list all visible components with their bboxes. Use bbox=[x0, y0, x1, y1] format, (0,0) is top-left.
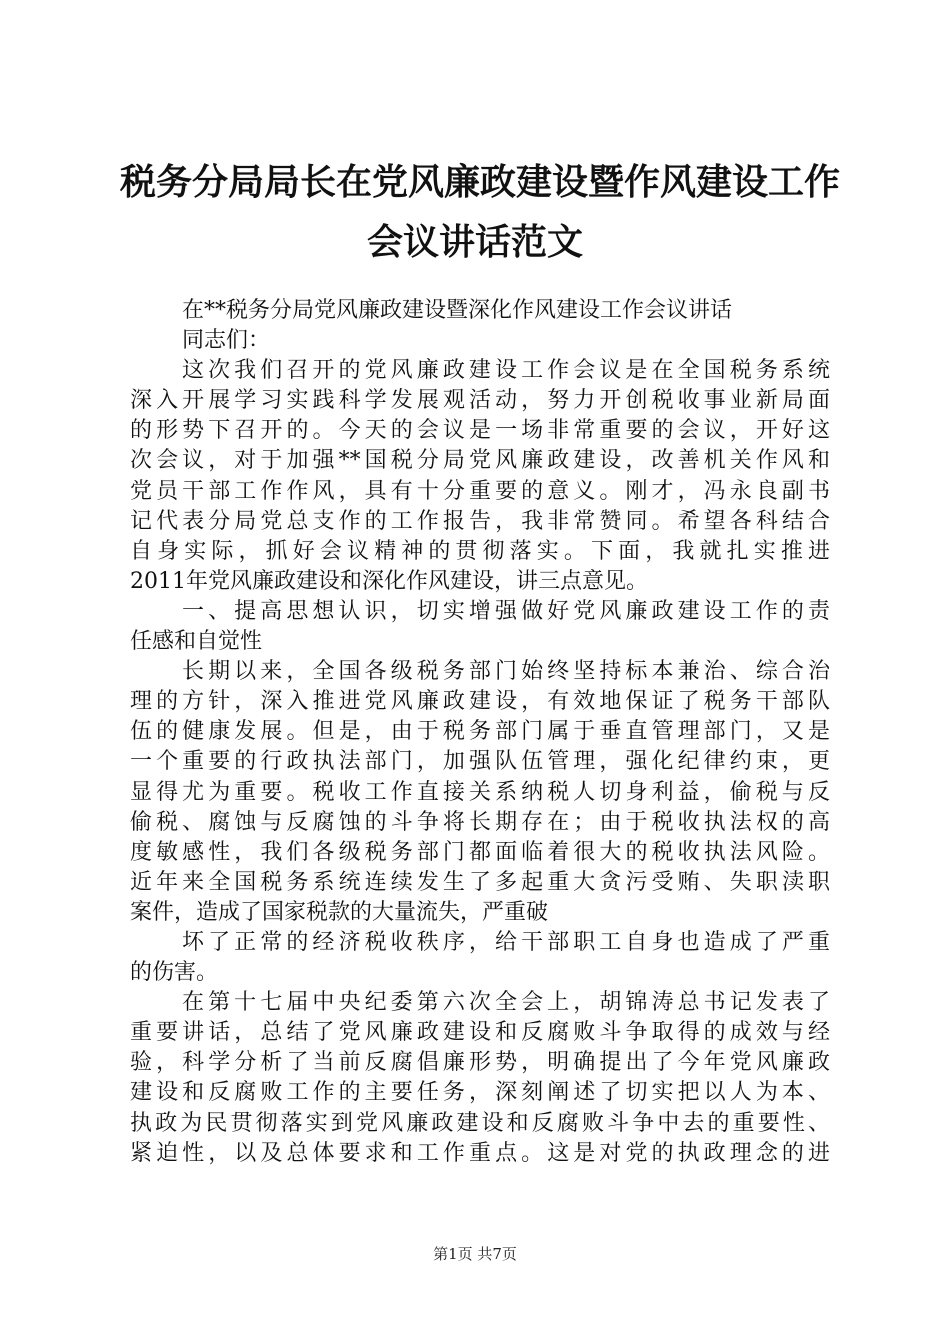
body-text-line: 任感和自觉性 bbox=[130, 629, 263, 655]
document-title-line-1: 税务分局局长在党风廉政建设暨作风建设工作 bbox=[120, 161, 841, 203]
body-text-line: 建设和反腐败工作的主要任务，深刻阐述了切实把以人为本、 bbox=[130, 1080, 830, 1106]
body-text-line: 次会议，对于加强**国税分局党风廉政建设，改善机关作风和 bbox=[130, 448, 830, 474]
body-text-line: 同志们： bbox=[182, 328, 271, 354]
body-text-line: 党员干部工作作风，具有十分重要的意义。刚才，冯永良副书 bbox=[130, 478, 830, 504]
body-text-line: 长期以来，全国各级税务部门始终坚持标本兼治、综合治 bbox=[182, 659, 830, 685]
body-text-line: 记代表分局党总支作的工作报告，我非常赞同。希望各科结合 bbox=[130, 508, 830, 534]
body-text-line: 一、提高思想认识，切实增强做好党风廉政建设工作的责 bbox=[182, 598, 830, 624]
body-text-line: 重要讲话，总结了党风廉政建设和反腐败斗争取得的成效与经 bbox=[130, 1020, 830, 1046]
body-text-line: 在**税务分局党风廉政建设暨深化作风建设工作会议讲话 bbox=[182, 298, 733, 323]
body-text-line: 深入开展学习实践科学发展观活动，努力开创税收事业新局面 bbox=[130, 388, 830, 414]
body-text-line: 坏了正常的经济税收秩序，给干部职工自身也造成了严重 bbox=[182, 929, 830, 955]
page-footer: 第1页 共7页 bbox=[433, 1245, 517, 1263]
body-text-line: 这次我们召开的党风廉政建设工作会议是在全国税务系统 bbox=[182, 358, 830, 384]
body-text-line: 自身实际，抓好会议精神的贯彻落实。下面，我就扎实推进 bbox=[130, 538, 830, 564]
body-text-line: 伍的健康发展。但是，由于税务部门属于垂直管理部门，又是 bbox=[130, 719, 830, 745]
body-text-line: 2011年党风廉政建设和深化作风建设，讲三点意见。 bbox=[130, 568, 648, 594]
body-text-line: 的伤害。 bbox=[130, 960, 219, 986]
body-text-line: 执政为民贯彻落实到党风廉政建设和反腐败斗争中去的重要性、 bbox=[130, 1110, 830, 1136]
body-text-line: 近年来全国税务系统连续发生了多起重大贪污受贿、失职渎职 bbox=[130, 869, 830, 895]
body-text-line: 度敏感性，我们各级税务部门都面临着很大的税收执法风险。 bbox=[130, 839, 830, 865]
document-body bbox=[130, 296, 830, 1169]
document-title-line-2: 会议讲话范文 bbox=[366, 221, 583, 263]
body-text-line: 在第十七届中央纪委第六次全会上，胡锦涛总书记发表了 bbox=[182, 990, 830, 1016]
body-text-line: 紧迫性，以及总体要求和工作重点。这是对党的执政理念的进 bbox=[130, 1140, 830, 1166]
body-text-line: 偷税、腐蚀与反腐蚀的斗争将长期存在；由于税收执法权的高 bbox=[130, 809, 830, 835]
body-text-line: 理的方针，深入推进党风廉政建设，有效地保证了税务干部队 bbox=[130, 689, 830, 715]
body-text-line: 一个重要的行政执法部门，加强队伍管理，强化纪律约束，更 bbox=[130, 749, 830, 775]
body-text-line: 验，科学分析了当前反腐倡廉形势，明确提出了今年党风廉政 bbox=[130, 1050, 830, 1076]
body-text-line: 案件，造成了国家税款的大量流失，严重破 bbox=[130, 899, 549, 925]
body-text-line: 显得尤为重要。税收工作直接关系纳税人切身利益，偷税与反 bbox=[130, 779, 830, 805]
body-text-line: 的形势下召开的。今天的会议是一场非常重要的会议，开好这 bbox=[130, 418, 830, 444]
